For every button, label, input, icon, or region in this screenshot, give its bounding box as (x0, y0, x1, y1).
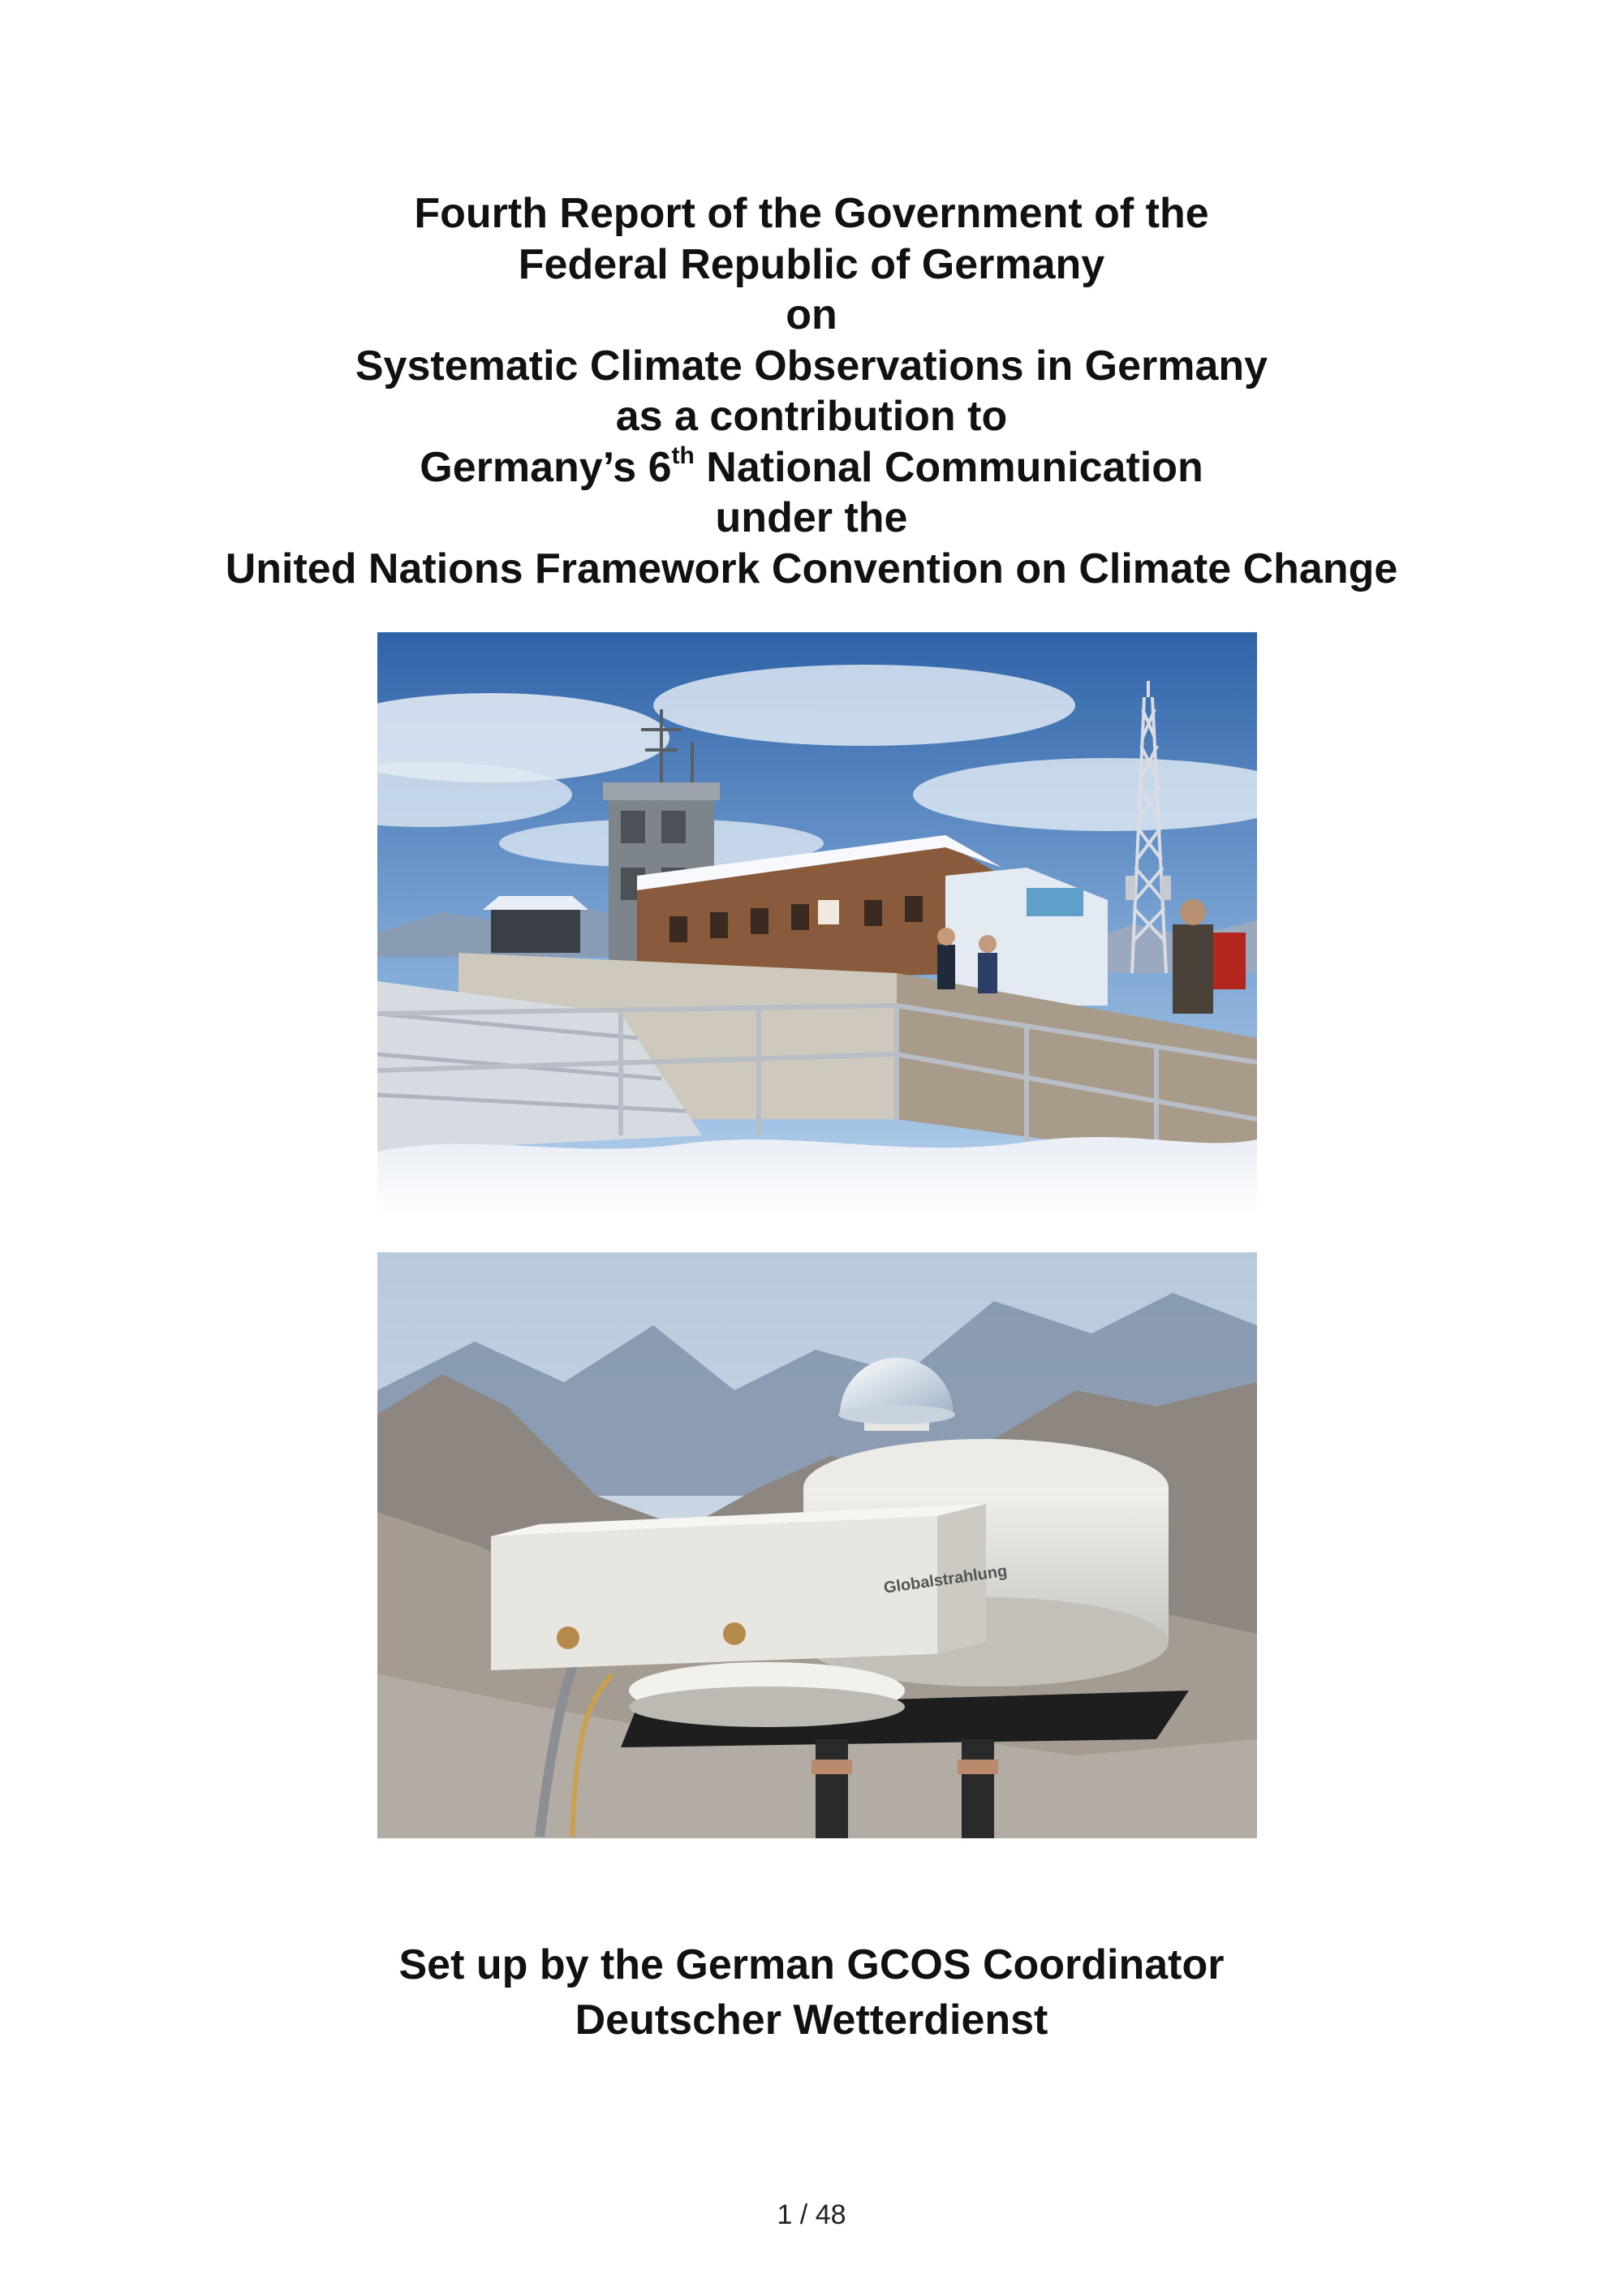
report-title (0, 188, 1623, 594)
title-line-8: United Nations Framework Convention on Climate Change (225, 545, 1398, 592)
title-line-1: Fourth Report of the Government of the (414, 190, 1209, 237)
title-line-4: Systematic Climate Observations in Germany (355, 342, 1268, 390)
title-line-5: as a contribution to (615, 393, 1008, 440)
credit-line-2: Deutscher Wetterdienst (575, 1997, 1048, 2044)
title-line-3: on (786, 291, 837, 338)
observatory-illustration (377, 632, 1257, 1219)
title-line-6 (0, 442, 1623, 493)
sensor-label: Globalstrahlung (882, 1562, 1009, 1597)
title-line-7: under the (715, 494, 908, 541)
credit-block (0, 1937, 1623, 2048)
credit-line-1: Set up by the German GCOS Coordinator (398, 1941, 1225, 1988)
pyranometer-photo (377, 1252, 1257, 1838)
observatory-photo (377, 632, 1257, 1219)
title-line-6-suffix: National Communication (694, 443, 1203, 491)
pyranometer-illustration (377, 1252, 1257, 1838)
title-line-2: Federal Republic of Germany (518, 240, 1105, 288)
title-line-6-prefix: Germany’s 6 (420, 443, 672, 491)
page-number: 1 / 48 (777, 2199, 846, 2230)
ordinal-suffix: th (671, 442, 695, 469)
